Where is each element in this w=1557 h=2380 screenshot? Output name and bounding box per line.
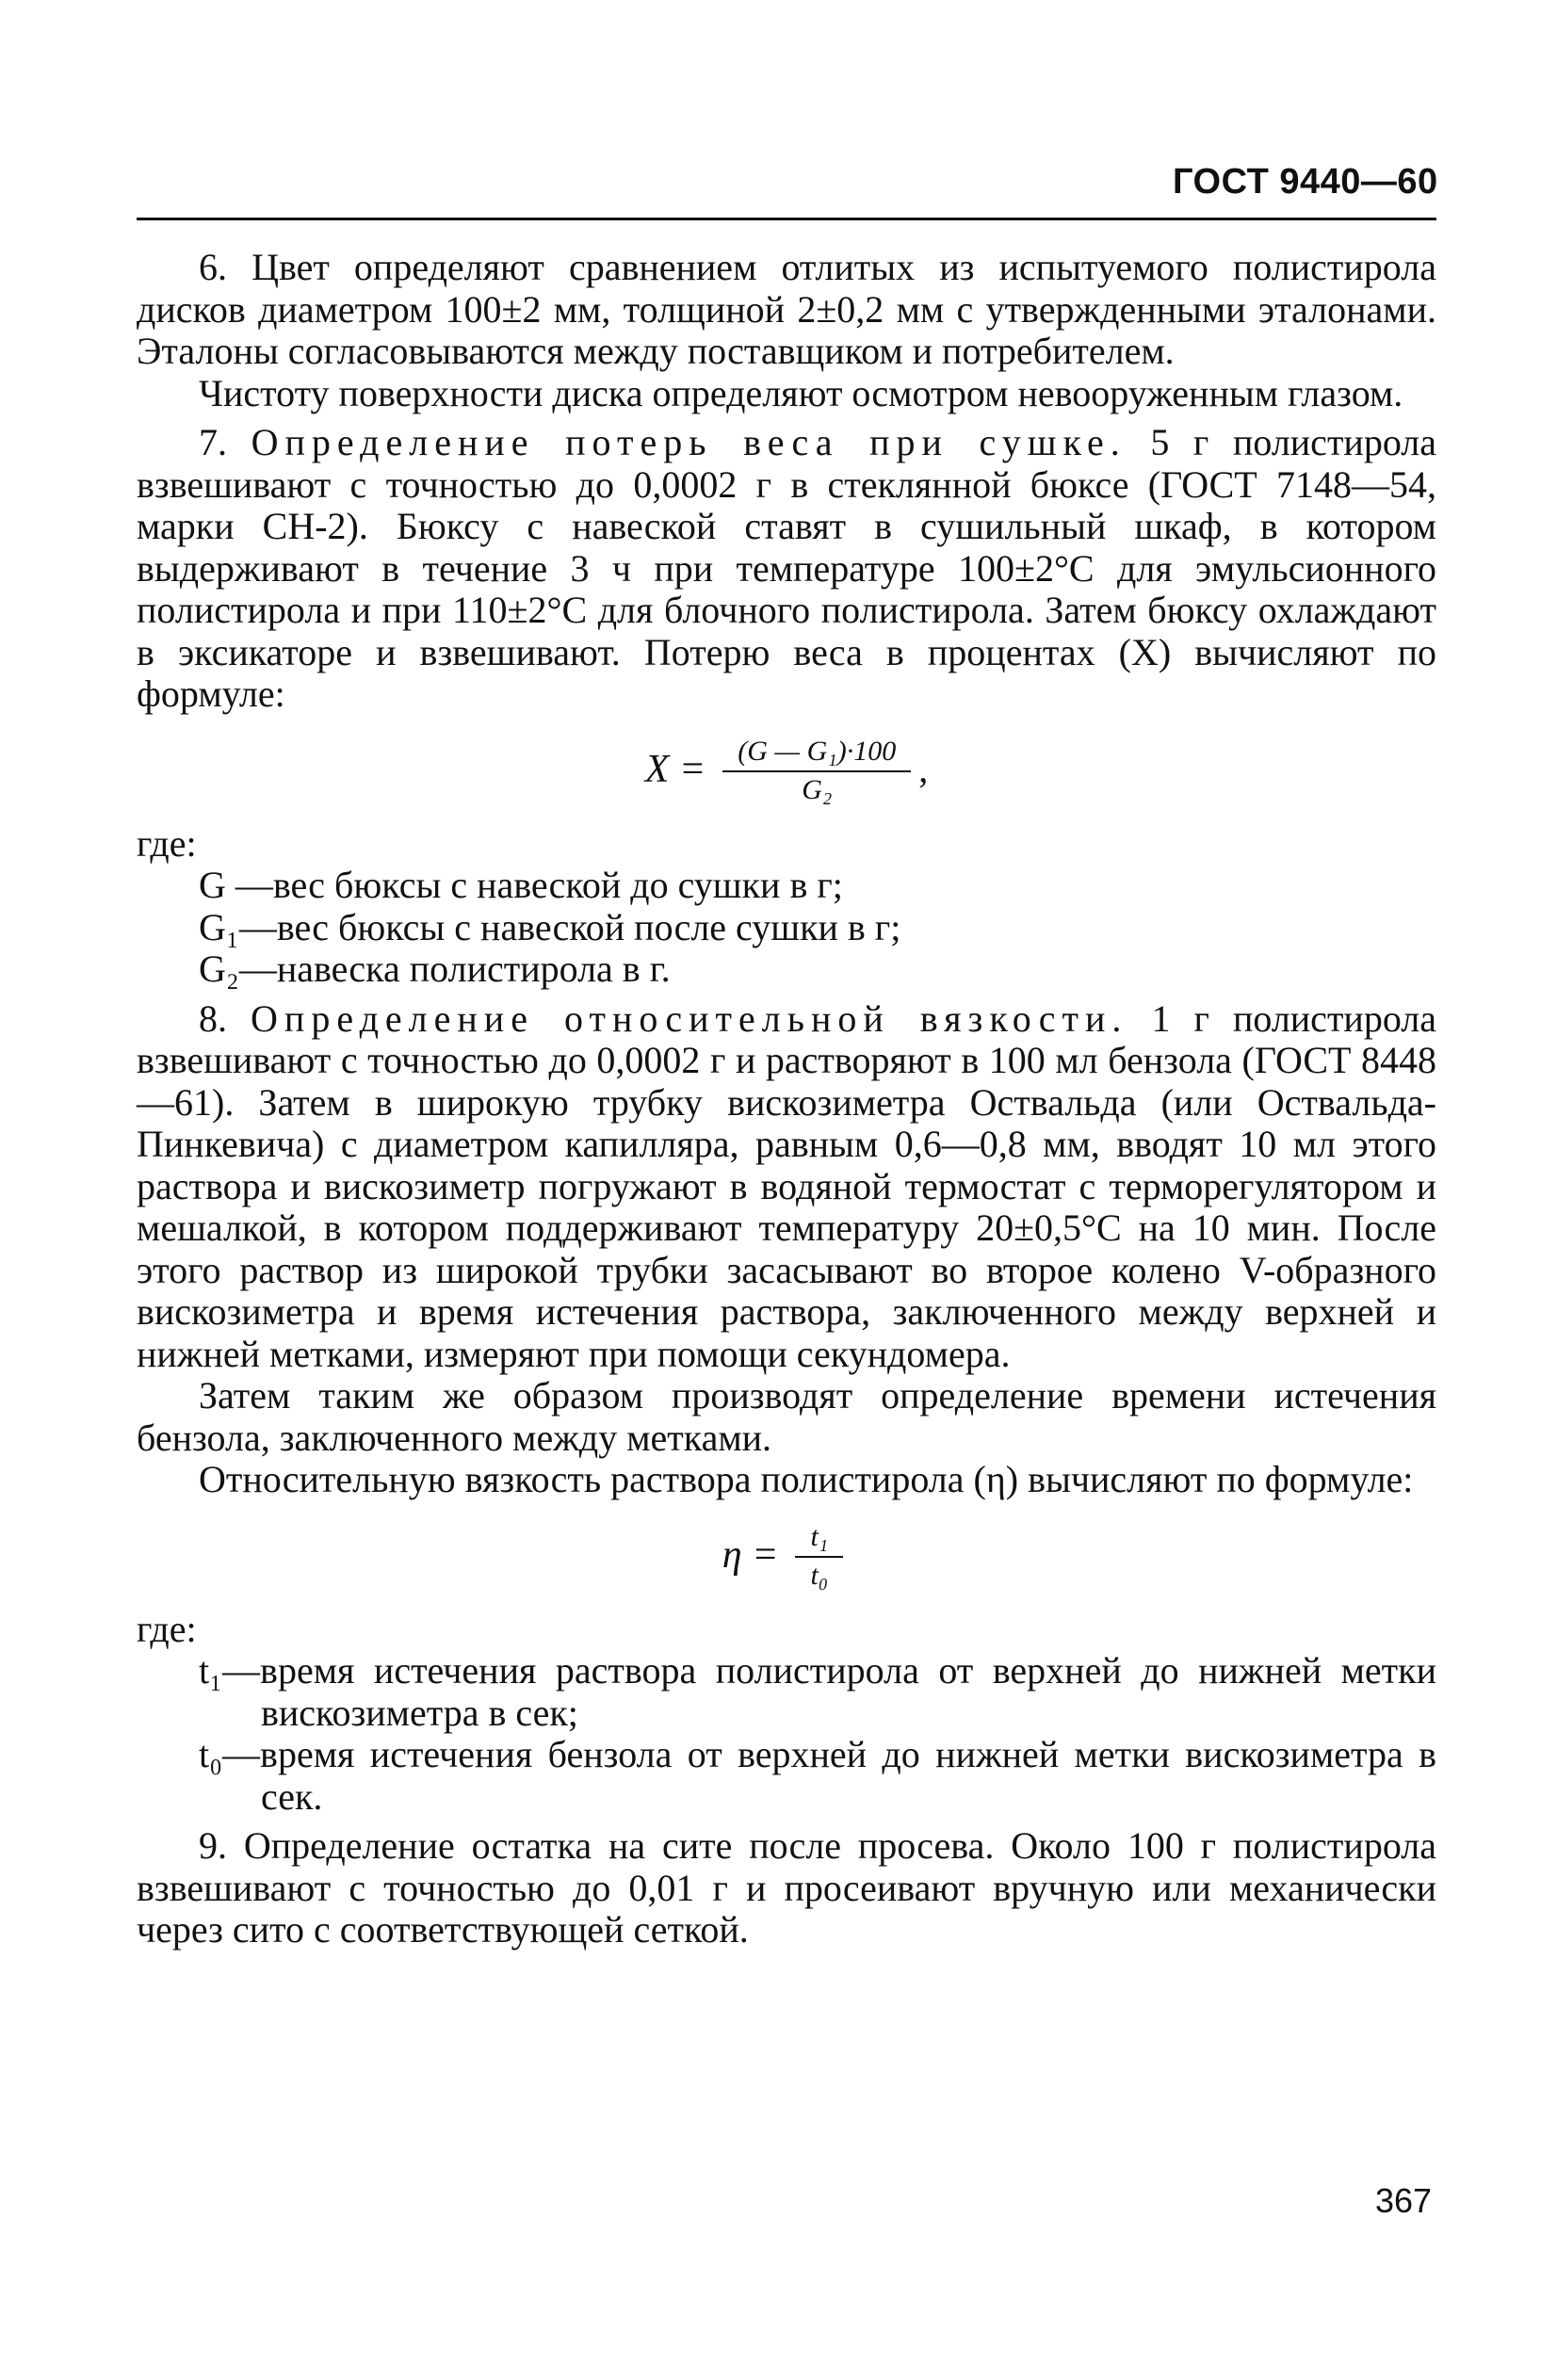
definition-G: G —вес бюксы с навеской до сушки в г; — [199, 864, 843, 906]
formula1-numerator: (G — G₁)·100 — [722, 735, 911, 772]
definition-t1: t₁—время истечения раствора полистирола от верхней до нижней метки вискозиметра в сек; — [199, 1649, 1436, 1734]
paragraph-6: 6. Цвет определяют сравнением отлитых из испытуемого полистирола дисков диаметром 100±2 мм, толщиной 2±0,2 мм с утвержденными эталонами. Эталоны согласовываются между поставщиком и потребителем. — [137, 246, 1436, 372]
page-number: 367 — [1375, 2181, 1433, 2220]
formula-weight-loss — [137, 735, 1436, 806]
section-7-number: 7. — [199, 421, 227, 463]
definition-t0: t₀—время истечения бензола от верхней до нижней метки вискозиметра в сек. — [199, 1733, 1436, 1818]
document-body — [137, 247, 1436, 1951]
definition-G2: G₂—навеска полистирола в г. — [199, 947, 671, 990]
formula-viscosity — [137, 1520, 1436, 1592]
formula1-denominator: G₂ — [802, 773, 833, 805]
paragraph-9: 9. Определение остатка на сите после просева. Около 100 г полистирола взвешивают с точностью до 0,01 г и просеивают вручную или механически через сито с соответствующей сеткой. — [137, 1824, 1436, 1951]
section-7-text: 5 г полистирола взвешивают с точностью до 0,0002 г в стеклянной бюксе (ГОСТ 7148—54, марки СН-2). Бюксу с навеской ставят в сушильный шкаф, в котором выдерживают в течение 3 ч при температуре 100±2°С для эмульсионного полистирола и при 110±2°С для блочного полистирола. Затем бюксу охлаждают в эксикаторе и взвешивают. Потерю веса в процентах (X) вычисляют по формуле: — [137, 421, 1437, 715]
section-7-title: Определение потерь веса при сушке. — [251, 421, 1127, 463]
formula2-denominator: t₀ — [810, 1559, 829, 1591]
formula1-tail: , — [918, 748, 929, 791]
where-label-2: где: — [137, 1607, 197, 1650]
paragraph-8c: Относительную вязкость раствора полистирола (η) вычисляют по формуле: — [199, 1458, 1414, 1500]
formula1-lhs: X = — [644, 748, 706, 792]
section-8-number: 8. — [199, 996, 227, 1040]
formula1-fraction — [722, 735, 911, 806]
page-header: ГОСТ 9440—60 — [1173, 162, 1438, 202]
paragraph-6b: Чистоту поверхности диска определяют осмотром невооруженным глазом. — [199, 371, 1403, 414]
formula2-lhs: η = — [722, 1533, 779, 1578]
paragraph-7 — [137, 422, 1436, 716]
section-8-title: Определение относительной вязкости. — [251, 996, 1128, 1040]
paragraph-8 — [137, 998, 1436, 1376]
formula2-numerator: t₁ — [795, 1520, 843, 1558]
section-8-text: 1 г полистирола взвешивают с точностью до 0,0002 г и растворяют в 100 мл бензола (ГОСТ 8448—61). Затем в широкую трубку вискозиметра Оствальда (или Оствальда-Пинкевича) с диаметром капилляра, равным 0,6—0,8 мм, вводят 10 мл этого раствора и вискозиметр погружают в водяной термостат с терморегулятором и мешалкой, в котором поддерживают температуру 20±0,5°С на 10 мин. После этого раствор из широкой трубки засасывают во второе колено V-образного вискозиметра и время истечения раствора, заключенного между верхней и нижней метками, измеряют при помощи секундомера. — [137, 996, 1437, 1375]
formula2-fraction — [795, 1520, 843, 1592]
paragraph-8b: Затем таким же образом производят определение времени истечения бензола, заключенного между метками. — [137, 1374, 1436, 1459]
definition-G1: G₁—вес бюксы с навеской после сушки в г; — [199, 905, 901, 948]
header-rule — [137, 218, 1436, 220]
where-label-1: где: — [137, 821, 197, 865]
